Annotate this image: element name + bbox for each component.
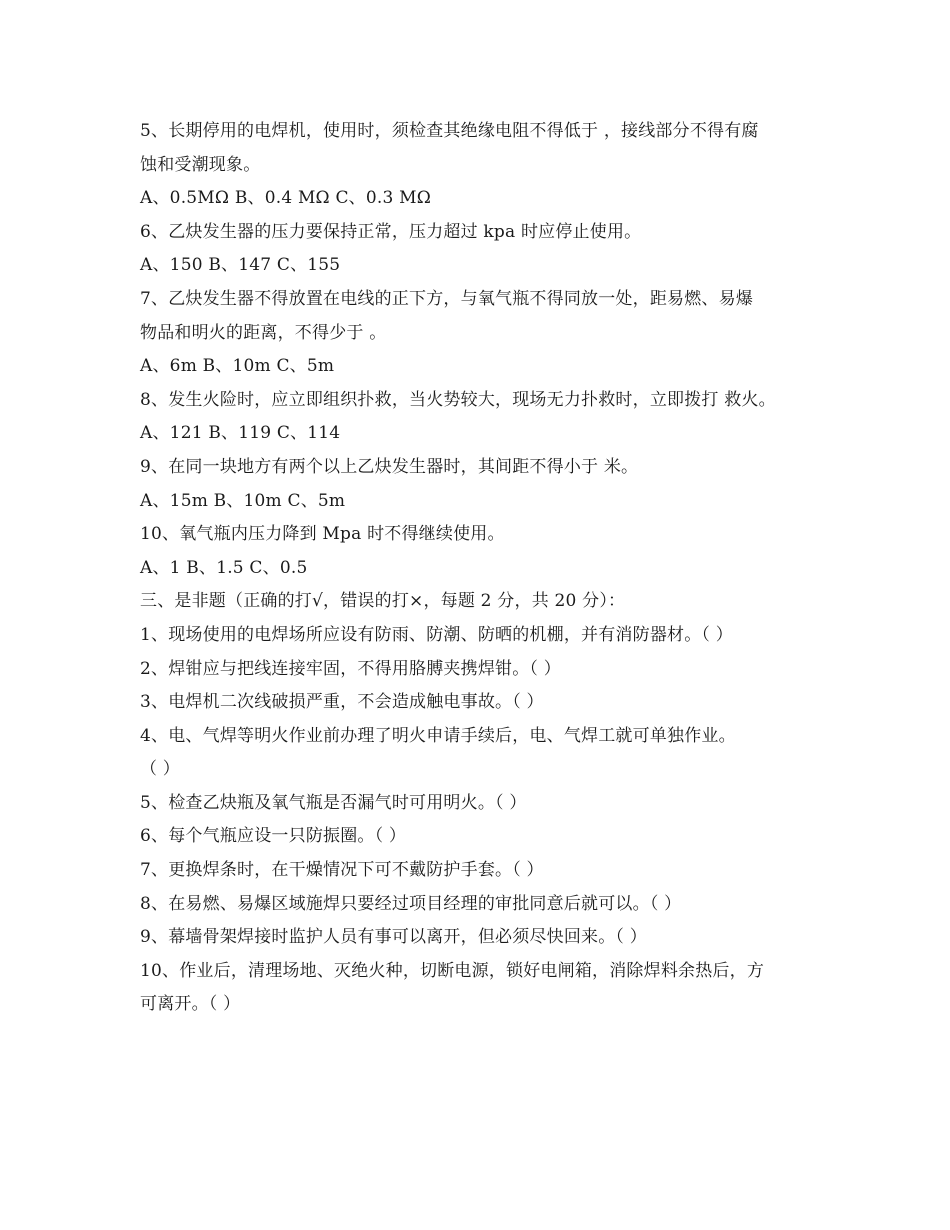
tf-question-8: 8、在易燃、易爆区域施焊只要经过项目经理的审批同意后就可以。（ ）	[140, 893, 682, 914]
question-7-options: A、6m B、10m C、5m	[140, 356, 335, 377]
tf-question-7: 7、更换焊条时，在干燥情况下可不戴防护手套。（ ）	[140, 860, 544, 881]
tf-question-10-line-1: 10、作业后，清理场地、灭绝火种，切断电源，锁好电闸箱，消除焊料余热后，方	[140, 960, 765, 981]
question-6: 6、乙炔发生器的压力要保持正常，压力超过 kpa 时应停止使用。	[140, 221, 642, 242]
question-7-line-1: 7、乙炔发生器不得放置在电线的正下方，与氧气瓶不得同放一处，距易燃、易爆	[140, 288, 754, 309]
question-5-options: A、0.5MΩ B、0.4 MΩ C、0.3 MΩ	[140, 188, 432, 209]
question-5-line-1: 5、长期停用的电焊机，使用时，须检查其绝缘电阻不得低于 ，接线部分不得有腐	[140, 121, 759, 141]
tf-question-10-line-2: 可离开。（ ）	[140, 994, 241, 1015]
question-9-options: A、15m B、10m C、5m	[140, 490, 346, 511]
tf-question-6: 6、每个气瓶应设一只防振圈。（ ）	[140, 826, 407, 847]
question-9: 9、在同一块地方有两个以上乙炔发生器时，其间距不得小于 米。	[140, 456, 639, 477]
tf-question-3: 3、电焊机二次线破损严重，不会造成触电事故。（ ）	[140, 692, 544, 713]
tf-question-1: 1、现场使用的电焊场所应设有防雨、防潮、防晒的机棚，并有消防器材。（ ）	[140, 624, 733, 645]
question-6-options: A、150 B、147 C、155	[140, 255, 341, 276]
question-7-line-2: 物品和明火的距离，不得少于 。	[140, 322, 387, 343]
section-3-heading: 三、是非题（正确的打√，错误的打×，每题 2 分，共 20 分）：	[140, 591, 626, 612]
question-8: 8、发生火险时，应立即组织扑救，当火势较大，现场无力扑救时，立即拨打 救火。	[140, 389, 776, 410]
tf-question-4-line-2: （ ）	[140, 759, 181, 780]
document-body	[140, 115, 830, 1022]
question-8-options: A、121 B、119 C、114	[140, 423, 341, 444]
question-10: 10、氧气瓶内压力降到 Mpa 时不得继续使用。	[140, 524, 505, 545]
question-5-line-2: 蚀和受潮现象。	[140, 154, 261, 175]
tf-question-2: 2、焊钳应与把线连接牢固，不得用胳膊夹携焊钳。（ ）	[140, 658, 561, 679]
tf-question-4-line-1: 4、电、气焊等明火作业前办理了明火申请手续后，电、气焊工就可单独作业。	[140, 725, 736, 746]
question-10-options: A、1 B、1.5 C、0.5	[140, 557, 308, 578]
tf-question-5: 5、检查乙炔瓶及氧气瓶是否漏气时可用明火。（ ）	[140, 792, 527, 813]
tf-question-9: 9、幕墙骨架焊接时监护人员有事可以离开，但必须尽快回来。（ ）	[140, 927, 647, 948]
